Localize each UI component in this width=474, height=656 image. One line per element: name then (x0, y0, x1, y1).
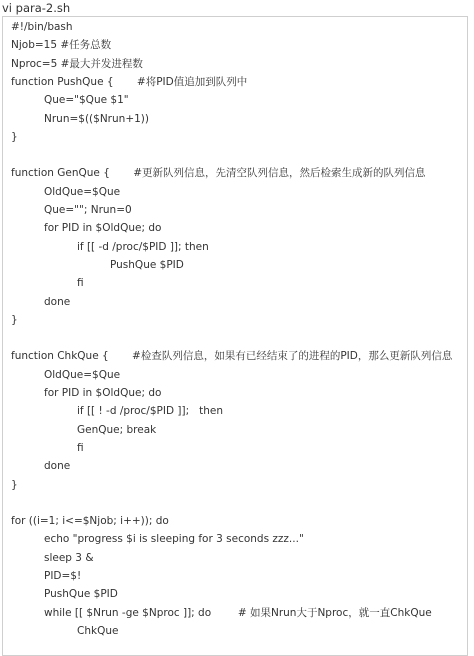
code-line: Que="$Que $1" (44, 94, 129, 107)
code-line: } (11, 313, 18, 326)
code-line: #!/bin/bash (11, 21, 73, 33)
code-line: PID=$! (44, 570, 82, 582)
code-line: if [[ ! -d /proc/$PID ]]; then (77, 405, 224, 418)
code-line: echo "progress $i is sleeping for 3 seconds zzz..." (44, 533, 304, 546)
code-line: ChkQue (77, 624, 119, 637)
code-line: } (11, 130, 18, 143)
code-line: OldQue=$Que (44, 185, 121, 198)
code-line: Que=""; Nrun=0 (44, 204, 132, 216)
code-line: PushQue $PID (110, 258, 184, 271)
code-line: done (44, 460, 71, 473)
file-title: vi para-2.sh (2, 1, 71, 15)
code-line: fi (77, 441, 84, 454)
code-line: GenQue; break (77, 423, 157, 436)
code-line: for ((i=1; i<=$Njob; i++)); do (11, 515, 169, 528)
code-line: function GenQue { #更新队列信息，先清空队列信息，然后检索生成新的队列信息 (11, 167, 426, 180)
code-block (2, 16, 468, 656)
code-line: function PushQue { #将PID值追加到队列中 (11, 75, 248, 88)
code-line: function ChkQue { #检查队列信息，如果有已经结束了的进程的PID，那么更新队列信息 (11, 350, 453, 363)
code-line: sleep 3 & (44, 551, 94, 564)
code-line: OldQue=$Que (44, 368, 121, 381)
code-line: PushQue $PID (44, 588, 118, 601)
code-line: } (11, 478, 18, 491)
code-line: while [[ $Nrun -ge $Nproc ]]; do # 如果Nrun大于Nproc，就一直ChkQue (44, 606, 432, 619)
code-line: Nproc=5 #最大并发进程数 (11, 57, 143, 70)
code-line: for PID in $OldQue; do (44, 222, 162, 235)
code-line: Nrun=$(($Nrun+1)) (44, 112, 149, 125)
code-line: done (44, 295, 71, 308)
code-line: if [[ -d /proc/$PID ]]; then (77, 240, 209, 253)
code-line: for PID in $OldQue; do (44, 387, 162, 399)
code-line: fi (77, 277, 84, 290)
code-line: Njob=15 #任务总数 (11, 39, 112, 52)
